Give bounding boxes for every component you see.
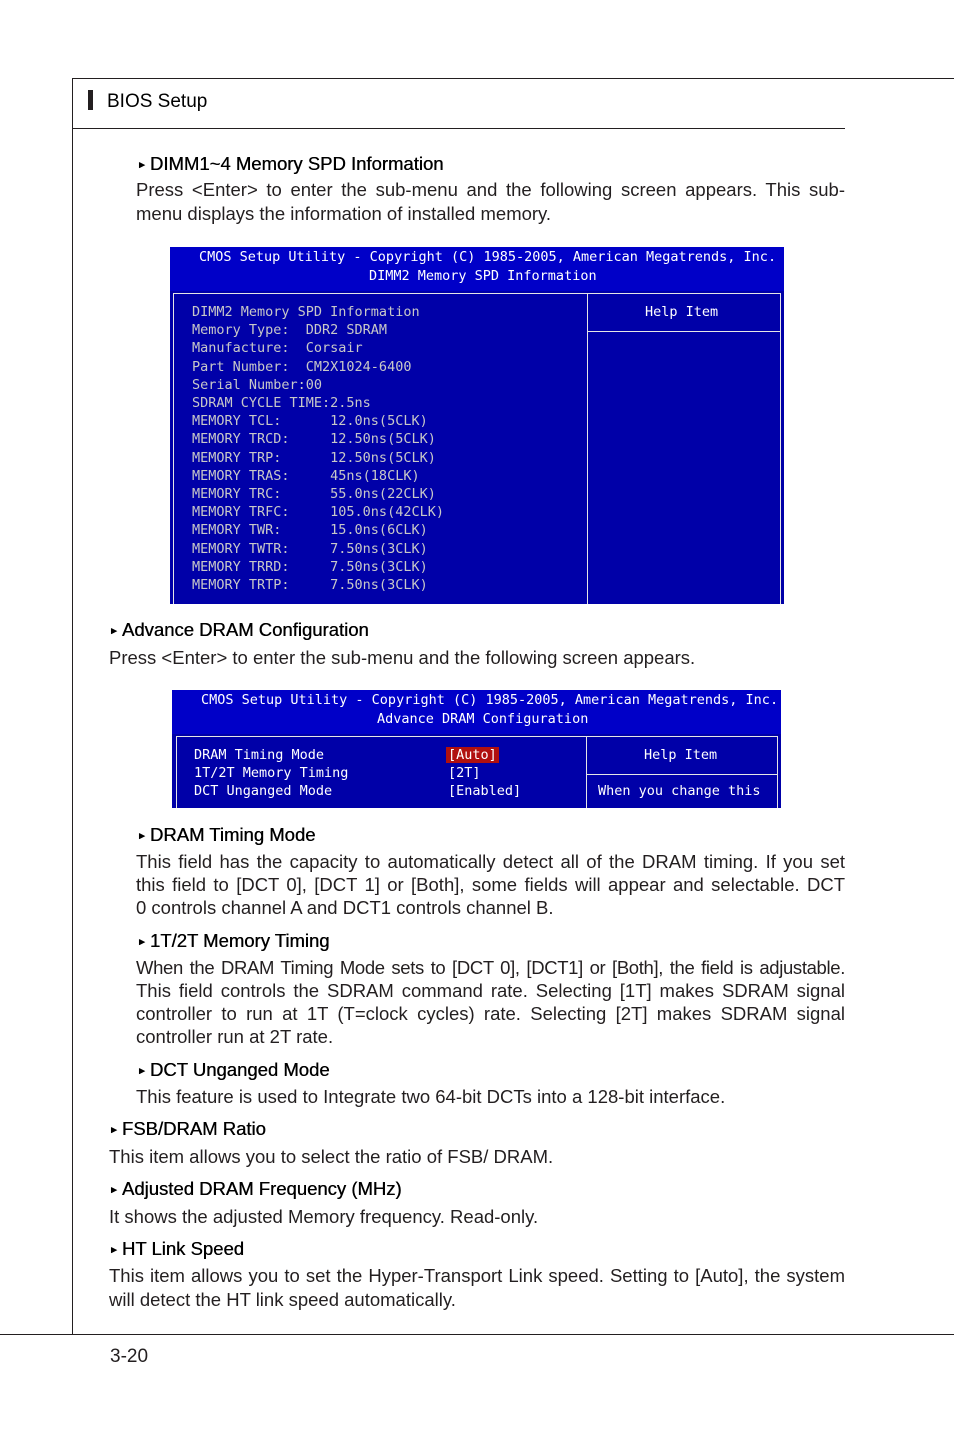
header-title: BIOS Setup	[107, 91, 208, 112]
bios-spd-row: MEMORY TRFC: 105.0ns(42CLK)	[192, 504, 444, 521]
header-marker	[88, 90, 93, 110]
bios-spd-row: Part Number: CM2X1024-6400	[192, 358, 412, 375]
heading-text: Adjusted DRAM Frequency (MHz)	[121, 1178, 402, 1199]
bios-screen-advance	[172, 690, 781, 808]
page-number: 3-20	[110, 1346, 149, 1367]
arrow-icon: ►	[137, 937, 147, 948]
page-frame-bottom	[0, 1334, 954, 1335]
heading-text: 1T/2T Memory Timing	[149, 930, 330, 951]
paragraph-ht-line2: will detect the HT link speed automatically.	[109, 1289, 456, 1310]
bios-title: CMOS Setup Utility - Copyright (C) 1985-2005, American Megatrends, Inc.	[201, 692, 779, 708]
section-heading-fsb	[109, 1118, 266, 1140]
paragraph-timing-line2: this field to [DCT 0], [DCT 1] or [Both], some fields will appear and selectable. DCT	[136, 874, 845, 895]
heading-text: FSB/DRAM Ratio	[121, 1118, 266, 1139]
arrow-icon: ►	[109, 1185, 119, 1196]
bios-spd-row: MEMORY TRC: 55.0ns(22CLK)	[192, 486, 436, 502]
bios-spd-row: MEMORY TWTR: 7.50ns(3CLK)	[192, 540, 428, 557]
bios-help-separator	[588, 331, 780, 332]
arrow-icon: ►	[109, 626, 119, 637]
bios-item-label-dct[interactable]: DCT Unganged Mode	[194, 783, 333, 799]
bios-item-label-memory-timing[interactable]: 1T/2T Memory Timing	[194, 765, 349, 781]
bios-help-separator	[587, 774, 777, 775]
bios-spd-row: MEMORY TRP: 12.50ns(5CLK)	[192, 449, 436, 466]
bios-help-title: Help Item	[645, 304, 719, 320]
paragraph-spd-line2: menu displays the information of installed memory.	[136, 203, 552, 224]
heading-text: Advance DRAM Configuration	[121, 619, 369, 640]
paragraph-timing-line1: This field has the capacity to automatically detect all of the DRAM timing. If you set	[136, 851, 845, 872]
bios-subtitle: Advance DRAM Configuration	[377, 711, 589, 727]
arrow-icon: ►	[109, 1125, 119, 1136]
bios-help-box	[587, 293, 781, 604]
selected-value[interactable]: [Auto]	[448, 747, 497, 763]
section-heading-advance	[109, 619, 369, 641]
heading-text: DCT Unganged Mode	[149, 1059, 330, 1080]
bios-title: CMOS Setup Utility - Copyright (C) 1985-2005, American Megatrends, Inc.	[199, 249, 777, 265]
bios-spd-row: MEMORY TRCD: 12.50ns(5CLK)	[192, 431, 436, 448]
bios-help-title: Help Item	[644, 747, 718, 763]
paragraph-memtiming-line2: This field controls the SDRAM command rate. Selecting [1T] makes SDRAM signal	[136, 980, 845, 1001]
heading-text: DRAM Timing Mode	[149, 824, 316, 845]
bios-item-value-memory-timing[interactable]: [2T]	[448, 765, 481, 781]
paragraph-dct: This feature is used to Integrate two 64-bit DCTs into a 128-bit interface.	[136, 1086, 726, 1107]
section-heading-ht	[109, 1238, 244, 1260]
paragraph-spd-line1: Press <Enter> to enter the sub-menu and the following screen appears. This sub-	[136, 179, 845, 200]
section-heading-spd	[137, 153, 443, 175]
bios-spd-row: MEMORY TCL: 12.0ns(5CLK)	[192, 413, 428, 430]
header-rule	[72, 128, 845, 129]
page-frame-left	[72, 78, 73, 1335]
section-heading-dct	[137, 1059, 330, 1081]
arrow-icon: ►	[109, 1245, 119, 1256]
bios-spd-row: Manufacture: Corsair	[192, 340, 363, 357]
paragraph-timing-line3: 0 controls channel A and DCT1 controls channel B.	[136, 897, 554, 918]
heading-text: HT Link Speed	[121, 1238, 244, 1259]
bios-item-label-timing-mode[interactable]: DRAM Timing Mode	[194, 747, 325, 763]
bios-item-value-timing-mode[interactable]	[446, 747, 499, 763]
paragraph-memtiming-line1: When the DRAM Timing Mode sets to [DCT 0], [DCT1] or [Both], the field is adjustable.	[136, 957, 845, 978]
bios-spd-row: MEMORY TWR: 15.0ns(6CLK)	[192, 522, 428, 539]
section-heading-timing-mode	[137, 824, 315, 846]
arrow-icon: ►	[137, 160, 147, 171]
arrow-icon: ►	[137, 1066, 147, 1077]
bios-screen-spd	[170, 247, 784, 604]
section-heading-adjusted	[109, 1178, 402, 1200]
bios-spd-row: SDRAM CYCLE TIME:2.5ns	[192, 395, 371, 411]
paragraph-advance: Press <Enter> to enter the sub-menu and the following screen appears.	[109, 647, 696, 668]
section-heading-memory-timing	[137, 930, 329, 952]
arrow-icon: ►	[137, 831, 147, 842]
paragraph-memtiming-line3: controller to run at 1T (T=clock cycles) rate. Selecting [2T] makes SDRAM signal	[136, 1003, 845, 1024]
paragraph-adjusted: It shows the adjusted Memory frequency. Read-only.	[109, 1206, 539, 1227]
bios-spd-row: Serial Number:00	[192, 376, 323, 393]
paragraph-fsb: This item allows you to select the ratio of FSB/ DRAM.	[109, 1146, 554, 1167]
bios-item-value-dct[interactable]: [Enabled]	[448, 783, 522, 799]
bios-spd-row: Memory Type: DDR2 SDRAM	[192, 322, 388, 339]
bios-spd-row: MEMORY TRAS: 45ns(18CLK)	[192, 467, 420, 484]
bios-subtitle: DIMM2 Memory SPD Information	[369, 268, 597, 284]
page-frame-top	[72, 78, 954, 79]
paragraph-memtiming-line4: controller run at 2T rate.	[136, 1026, 334, 1047]
bios-spd-row: DIMM2 Memory SPD Information	[192, 304, 420, 320]
paragraph-ht-line1: This item allows you to set the Hyper-Transport Link speed. Setting to [Auto], the system	[109, 1265, 845, 1286]
heading-text: DIMM1~4 Memory SPD Information	[149, 153, 444, 174]
bios-spd-row: MEMORY TRTP: 7.50ns(3CLK)	[192, 577, 428, 593]
bios-help-text: When you change this	[598, 783, 761, 799]
bios-spd-row: MEMORY TRRD: 7.50ns(3CLK)	[192, 558, 428, 575]
